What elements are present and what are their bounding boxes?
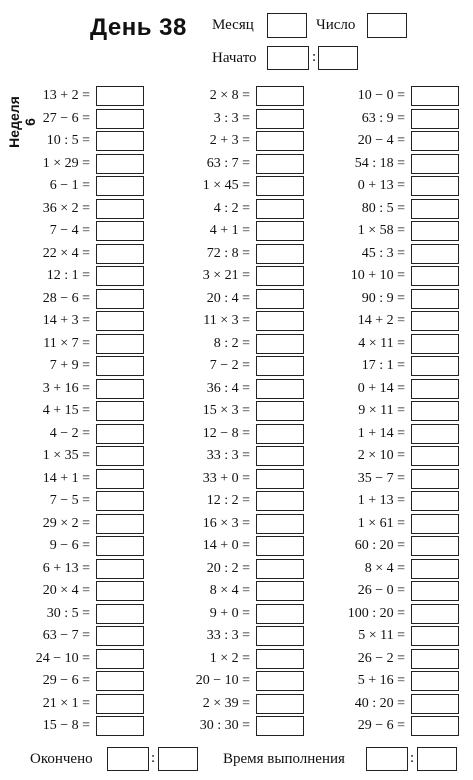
answer-box[interactable] [256,446,304,466]
problem-expression: 63 : 9 = [361,110,405,126]
problem-expression: 9 × 11 = [358,403,405,418]
answer-box[interactable] [256,604,304,624]
problem-row [162,671,306,691]
answer-box[interactable] [256,514,304,534]
problem-expression: 80 : 5 = [361,200,405,216]
problem-row [2,131,146,151]
problem-row [317,536,461,556]
problem-expression: 14 + 2 = [357,313,405,328]
problem-row [162,626,306,646]
answer-box[interactable] [411,109,459,129]
answer-box[interactable] [411,311,459,331]
problem-row [317,514,461,534]
problem-row [317,649,461,669]
problem-row [317,356,461,376]
problem-expression: 45 : 3 = [361,245,405,261]
problem-expression: 20 : 2 = [206,560,250,576]
answer-box[interactable] [411,671,459,691]
answer-box[interactable] [96,626,144,646]
problem-row [162,221,306,241]
problem-expression: 10 + 10 = [350,268,405,283]
problem-row [2,671,146,691]
problem-expression: 10 : 5 = [46,133,90,148]
problem-expression: 8 × 4 = [364,560,405,576]
problem-expression: 4 × 11 = [358,335,405,351]
answer-box[interactable] [411,604,459,624]
problem-row [317,109,461,129]
problem-row [317,334,461,354]
problem-expression: 7 − 5 = [49,493,90,508]
answer-box[interactable] [96,514,144,534]
problem-row [162,379,306,399]
problem-row [317,131,461,151]
answer-box[interactable] [256,131,304,151]
problem-expression: 3 + 16 = [42,380,90,396]
problem-expression: 20 − 10 = [195,673,250,688]
problem-row [317,221,461,241]
problem-expression: 24 − 10 = [35,650,90,666]
problem-expression: 7 − 2 = [209,358,250,373]
problem-row [317,604,461,624]
problem-expression: 20 : 4 = [206,290,250,306]
answer-box[interactable] [411,536,459,556]
answer-box[interactable] [256,581,304,601]
problem-row [2,604,146,624]
problem-expression: 4 + 15 = [42,403,90,418]
problem-expression: 4 + 1 = [209,223,250,238]
answer-box[interactable] [411,716,459,736]
problem-row [162,311,306,331]
answer-box[interactable] [96,401,144,421]
answer-box[interactable] [96,491,144,511]
answer-box[interactable] [411,401,459,421]
duration-minutes-field[interactable] [417,747,457,771]
problem-row [2,694,146,714]
problem-expression: 1 × 35 = [42,448,90,463]
week-label: Неделя 6 [6,96,38,148]
problem-expression: 28 − 6 = [42,290,90,306]
answer-box[interactable] [411,694,459,714]
answer-box[interactable] [96,109,144,129]
answer-box[interactable] [96,604,144,624]
problem-expression: 29 − 6 = [357,718,405,733]
answer-box[interactable] [411,176,459,196]
answer-box[interactable] [411,424,459,444]
answer-box[interactable] [96,424,144,444]
problem-expression: 36 × 2 = [42,200,90,216]
problem-row [162,559,306,579]
answer-box[interactable] [411,154,459,174]
month-field[interactable] [267,13,307,38]
answer-box[interactable] [411,626,459,646]
answer-box[interactable] [256,266,304,286]
problem-row [317,716,461,736]
problem-row [317,289,461,309]
finished-hours-field[interactable] [107,747,149,771]
problem-row [162,131,306,151]
problem-expression: 6 − 1 = [49,178,90,193]
finished-minutes-field[interactable] [158,747,198,771]
problem-row [2,536,146,556]
problem-row [317,424,461,444]
answer-box[interactable] [96,199,144,219]
problem-row [162,694,306,714]
problem-row [317,694,461,714]
answer-box[interactable] [256,311,304,331]
problem-expression: 2 × 8 = [209,88,250,103]
problem-expression: 40 : 20 = [354,695,405,711]
problem-row [162,109,306,129]
answer-box[interactable] [256,109,304,129]
answer-box[interactable] [256,649,304,669]
problem-expression: 1 × 45 = [202,178,250,193]
duration-hours-field[interactable] [366,747,408,771]
problem-expression: 1 × 58 = [357,223,405,238]
problem-row [317,446,461,466]
problem-row [162,401,306,421]
problem-row [2,86,146,106]
answer-box[interactable] [411,446,459,466]
problem-row [2,649,146,669]
problem-expression: 4 : 2 = [213,200,250,216]
problem-row [2,199,146,219]
problem-row [162,176,306,196]
problem-row [162,289,306,309]
answer-box[interactable] [256,154,304,174]
answer-box[interactable] [256,176,304,196]
page-title: День 38 [90,14,187,41]
problem-expression: 35 − 7 = [357,470,405,486]
answer-box[interactable] [96,244,144,264]
problem-expression: 63 : 7 = [206,155,250,171]
problem-expression: 1 + 13 = [357,493,405,508]
answer-box[interactable] [411,289,459,309]
answer-box[interactable] [411,469,459,489]
started-label: Начато [212,50,257,66]
problem-row [2,491,146,511]
problem-row [317,401,461,421]
problem-expression: 7 − 4 = [49,223,90,238]
problem-expression: 9 − 6 = [49,538,90,553]
answer-box[interactable] [256,221,304,241]
problem-expression: 14 + 0 = [202,538,250,553]
problem-row [2,334,146,354]
duration-colon: : [410,750,415,766]
problem-expression: 20 − 4 = [357,133,405,148]
answer-box[interactable] [411,491,459,511]
problem-row [317,559,461,579]
problem-expression: 15 × 3 = [202,403,250,418]
answer-box[interactable] [256,356,304,376]
problem-expression: 8 × 4 = [209,583,250,598]
problem-row [162,334,306,354]
answer-box[interactable] [411,244,459,264]
problem-expression: 17 : 1 = [361,358,405,373]
problem-row [162,536,306,556]
problem-row [162,86,306,106]
problem-row [162,649,306,669]
answer-box[interactable] [411,131,459,151]
answer-box[interactable] [96,221,144,241]
answer-box[interactable] [256,491,304,511]
problem-row [2,266,146,286]
problem-expression: 6 + 13 = [42,560,90,576]
problem-expression: 15 − 8 = [42,718,90,733]
date-label: Число [316,17,356,33]
problem-expression: 100 : 20 = [347,605,405,621]
problem-expression: 2 × 10 = [357,448,405,463]
problem-row [317,379,461,399]
problem-expression: 29 − 6 = [42,673,90,688]
problem-expression: 4 − 2 = [49,425,90,441]
problem-expression: 5 + 16 = [357,673,405,688]
problem-row [317,469,461,489]
problem-expression: 1 × 61 = [357,515,405,531]
duration-label: Время выполнения [223,751,345,767]
answer-box[interactable] [256,559,304,579]
problem-expression: 30 : 30 = [199,718,250,733]
problem-expression: 60 : 20 = [354,538,405,553]
problem-row [317,671,461,691]
problem-expression: 12 : 2 = [206,493,250,508]
problem-expression: 7 + 9 = [49,358,90,373]
answer-box[interactable] [96,131,144,151]
answer-box[interactable] [256,244,304,264]
month-label: Месяц [212,17,254,33]
problem-expression: 33 : 3 = [206,628,250,643]
problem-row [317,176,461,196]
started-minutes-field[interactable] [318,46,358,70]
answer-box[interactable] [96,694,144,714]
problem-row [2,581,146,601]
problem-expression: 9 + 0 = [209,605,250,621]
problem-row [162,266,306,286]
problem-row [2,379,146,399]
problem-row [162,604,306,624]
problem-row [162,356,306,376]
problem-row [317,491,461,511]
problem-expression: 26 − 0 = [357,583,405,598]
answer-box[interactable] [411,559,459,579]
problem-expression: 3 : 3 = [213,110,250,126]
answer-box[interactable] [256,424,304,444]
problem-row [162,199,306,219]
problem-row [162,514,306,534]
problem-row [162,424,306,444]
problem-expression: 26 − 2 = [357,650,405,666]
problem-row [2,176,146,196]
problem-row [317,199,461,219]
problem-row [162,581,306,601]
problem-expression: 72 : 8 = [206,245,250,261]
problem-row [162,446,306,466]
problem-expression: 11 × 3 = [203,313,250,328]
problem-row [2,244,146,264]
answer-box[interactable] [256,694,304,714]
problem-expression: 8 : 2 = [213,335,250,351]
problem-expression: 1 × 2 = [209,650,250,666]
problem-expression: 36 : 4 = [206,380,250,396]
answer-box[interactable] [256,334,304,354]
answer-box[interactable] [96,266,144,286]
answer-box[interactable] [411,356,459,376]
problem-expression: 33 : 3 = [206,448,250,463]
answer-box[interactable] [96,469,144,489]
problem-expression: 27 − 6 = [42,110,90,126]
answer-box[interactable] [411,379,459,399]
problem-expression: 0 + 14 = [357,380,405,396]
problem-expression: 13 + 2 = [42,88,90,103]
problem-expression: 30 : 5 = [46,605,90,621]
problem-expression: 1 + 14 = [357,425,405,441]
answer-box[interactable] [96,716,144,736]
answer-box[interactable] [411,86,459,106]
answer-box[interactable] [96,446,144,466]
finished-label: Окончено [30,751,93,767]
problem-row [2,221,146,241]
problem-row [317,626,461,646]
problem-expression: 22 × 4 = [42,245,90,261]
problem-expression: 20 × 4 = [42,583,90,598]
problem-row [317,86,461,106]
problem-expression: 90 : 9 = [361,290,405,306]
problem-row [2,424,146,444]
problem-row [2,289,146,309]
problem-expression: 16 × 3 = [202,515,250,531]
answer-box[interactable] [96,86,144,106]
answer-box[interactable] [411,514,459,534]
problem-expression: 10 − 0 = [357,88,405,103]
answer-box[interactable] [411,221,459,241]
problem-row [2,626,146,646]
answer-box[interactable] [411,581,459,601]
answer-box[interactable] [256,289,304,309]
answer-box[interactable] [256,716,304,736]
answer-box[interactable] [96,671,144,691]
problem-row [317,244,461,264]
started-colon: : [312,49,317,65]
answer-box[interactable] [96,379,144,399]
problem-row [317,266,461,286]
answer-box[interactable] [256,86,304,106]
problem-row [162,716,306,736]
problem-expression: 11 × 7 = [43,335,90,351]
problem-row [317,154,461,174]
answer-box[interactable] [256,469,304,489]
problem-row [2,514,146,534]
answer-box[interactable] [256,199,304,219]
problem-row [2,716,146,736]
answer-box[interactable] [411,266,459,286]
problem-row [2,401,146,421]
problem-row [2,109,146,129]
problem-expression: 21 × 1 = [42,695,90,711]
problem-expression: 12 − 8 = [202,425,250,441]
answer-box[interactable] [96,289,144,309]
problem-row [162,154,306,174]
problem-row [2,446,146,466]
answer-box[interactable] [96,536,144,556]
answer-box[interactable] [411,649,459,669]
problem-row [2,559,146,579]
problem-expression: 33 + 0 = [202,470,250,486]
answer-box[interactable] [96,559,144,579]
problem-row [2,311,146,331]
problem-expression: 1 × 29 = [42,155,90,171]
answer-box[interactable] [96,311,144,331]
problem-expression: 5 × 11 = [358,628,405,643]
answer-box[interactable] [256,671,304,691]
problem-row [2,469,146,489]
problem-row [317,311,461,331]
finished-colon: : [151,750,156,766]
answer-box[interactable] [96,176,144,196]
answer-box[interactable] [96,334,144,354]
answer-box[interactable] [256,401,304,421]
problem-row [2,356,146,376]
problem-expression: 63 − 7 = [42,628,90,643]
answer-box[interactable] [256,626,304,646]
problem-expression: 2 + 3 = [209,133,250,148]
started-hours-field[interactable] [267,46,309,70]
problem-row [162,469,306,489]
problem-expression: 29 × 2 = [42,515,90,531]
answer-box[interactable] [96,356,144,376]
problem-row [162,491,306,511]
date-field[interactable] [367,13,407,38]
problem-expression: 14 + 1 = [42,470,90,486]
problem-expression: 12 : 1 = [46,268,90,283]
answer-box[interactable] [256,536,304,556]
problem-row [317,581,461,601]
problem-row [2,154,146,174]
answer-box[interactable] [411,334,459,354]
answer-box[interactable] [256,379,304,399]
problem-expression: 14 + 3 = [42,313,90,328]
answer-box[interactable] [96,581,144,601]
problem-expression: 3 × 21 = [202,268,250,283]
problem-expression: 2 × 39 = [202,695,250,711]
answer-box[interactable] [411,199,459,219]
problem-row [162,244,306,264]
problem-expression: 54 : 18 = [354,155,405,171]
answer-box[interactable] [96,649,144,669]
answer-box[interactable] [96,154,144,174]
problem-expression: 0 + 13 = [357,178,405,193]
